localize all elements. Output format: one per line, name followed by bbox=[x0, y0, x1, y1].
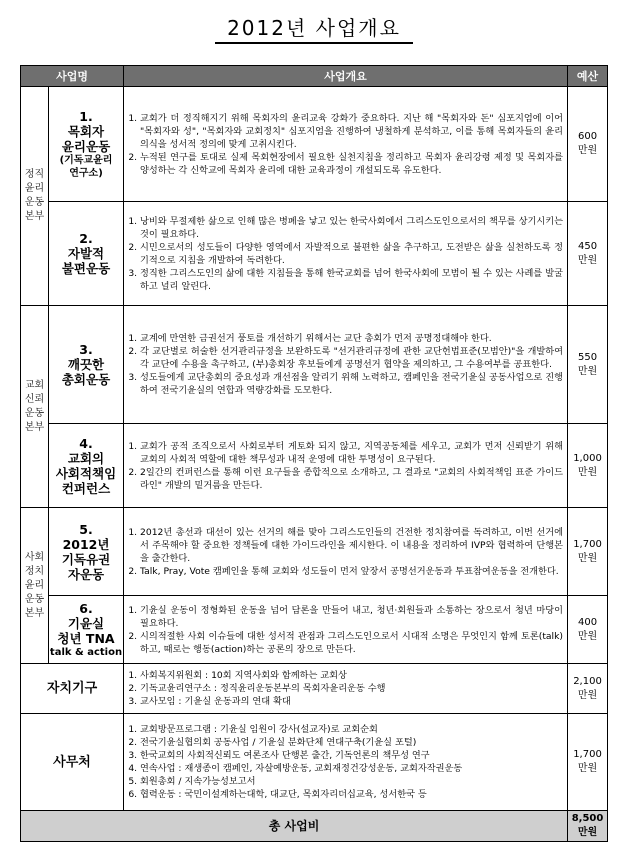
description-item: 2. 기독교윤리연구소 : 정직윤리운동본부의 목회자윤리운동 수행 bbox=[140, 682, 563, 695]
program-description bbox=[124, 596, 568, 664]
description-item: 2. Talk, Pray, Vote 캠페인을 통해 교회와 성도들이 먼저 앞장서 공명선거운동과 투표참여운동을 전개한다. bbox=[140, 565, 563, 578]
description-item: 1. 2012년 총선과 대선이 있는 선거의 해를 맞아 그리스도인들의 건전한 정치참여를 독려하고, 이번 선거에서 주목해야 할 중요한 정책들에 대한 가이드라인을 제시한다. 이 내용을 정리하여 IVP와 협력하여 단행본을 출간한다. bbox=[140, 526, 563, 565]
description-item: 2. 전국기윤실협의회 공동사업 / 기윤실 분화단체 연대구축(기윤실 포털) bbox=[140, 736, 563, 749]
total-budget: 8,500 만원 bbox=[568, 811, 608, 842]
description-item: 1. 사회복지위원회 : 10회 지역사회와 함께하는 교회상 bbox=[140, 669, 563, 682]
program-row bbox=[21, 306, 608, 424]
autonomous-description bbox=[124, 664, 568, 714]
description-item: 5. 회원총회 / 지속가능성보고서 bbox=[140, 775, 563, 788]
description-item: 2. 누적된 연구를 토대로 실제 목회현장에서 필요한 실천지침을 정리하고 목회자 윤리강령 제정 및 목회자를 양성하는 각 신학교에 목회자 윤리에 대한 교육과정이 개설되도록 유도한다. bbox=[140, 151, 563, 177]
program-budget: 400 만원 bbox=[568, 596, 608, 664]
header-overview: 사업개요 bbox=[124, 66, 568, 87]
header-budget: 예산 bbox=[568, 66, 608, 87]
description-item: 3. 한국교회의 사회적신뢰도 여론조사 단행본 출간, 기독언론의 책무성 연구 bbox=[140, 749, 563, 762]
autonomous-name: 자치기구 bbox=[21, 664, 124, 714]
office-name: 사무처 bbox=[21, 714, 124, 811]
total-row bbox=[21, 811, 608, 842]
business-overview-table bbox=[20, 65, 608, 842]
autonomous-row bbox=[21, 664, 608, 714]
program-name: 1. 목회자 윤리운동 (기독교윤리 연구소) bbox=[49, 87, 124, 202]
program-description bbox=[124, 508, 568, 596]
program-name: 5. 2012년 기독유권 자운동 bbox=[49, 508, 124, 596]
description-item: 6. 협력운동 : 국민이설계하는대학, 대교단, 목회자리더십교육, 성서한국 등 bbox=[140, 788, 563, 801]
program-row bbox=[21, 87, 608, 202]
program-description bbox=[124, 87, 568, 202]
header-program: 사업명 bbox=[21, 66, 124, 87]
office-budget: 1,700 만원 bbox=[568, 714, 608, 811]
description-item: 1. 교회방문프로그램 : 기윤실 임원이 강사(설교자)로 교회순회 bbox=[140, 723, 563, 736]
program-row bbox=[21, 596, 608, 664]
program-budget: 450 만원 bbox=[568, 202, 608, 306]
description-item: 3. 정직한 그리스도인의 삶에 대한 지침들을 통해 한국교회를 넘어 한국사회에 모범이 될 수 있는 사례를 발굴하고 널리 알린다. bbox=[140, 267, 563, 293]
program-budget: 550 만원 bbox=[568, 306, 608, 424]
office-row bbox=[21, 714, 608, 811]
program-name: 2. 자발적 불편운동 bbox=[49, 202, 124, 306]
description-item: 1. 낭비와 무절제한 삶으로 인해 많은 병폐을 낳고 있는 한국사회에서 그리스도인으로서의 책무를 상기시키는 것이 필요하다. bbox=[140, 215, 563, 241]
header-row bbox=[21, 66, 608, 87]
description-item: 1. 기윤실 운동이 정형화된 운동을 넘어 담론을 만들어 내고, 청년·회원들과 소통하는 장으로서 청년 마당이 필요하다. bbox=[140, 604, 563, 630]
program-description bbox=[124, 202, 568, 306]
description-item: 4. 연속사업 : 재생종이 캠페인, 자살예방운동, 교회재정건강성운동, 교회자작권운동 bbox=[140, 762, 563, 775]
program-budget: 600 만원 bbox=[568, 87, 608, 202]
program-name: 3. 깨끗한 총회운동 bbox=[49, 306, 124, 424]
description-item: 2. 시의적절한 사회 이슈들에 대한 성서적 관점과 그리스도인으로서 시대적 소명은 무엇인지 함께 토론(talk)하고, 때로는 행동(action)하는 공론의 장으로 만든다. bbox=[140, 630, 563, 656]
description-item: 3. 교사모임 : 기윤실 운동과의 연대 확대 bbox=[140, 695, 563, 708]
total-label: 총 사업비 bbox=[21, 811, 568, 842]
autonomous-budget: 2,100 만원 bbox=[568, 664, 608, 714]
program-name: 4. 교회의 사회적책임 컨퍼런스 bbox=[49, 424, 124, 508]
description-item: 3. 성도들에게 교단총회의 중요성과 개선점을 알리기 위해 노력하고, 캠페인을 전국기윤실 공동사업으로 진행하여 전국기윤실의 연합과 역량강화를 도모한다. bbox=[140, 371, 563, 397]
program-row bbox=[21, 424, 608, 508]
office-description bbox=[124, 714, 568, 811]
description-item: 2. 각 교단별로 허술한 선거관리규정을 보완하도록 "선거관리규정에 관한 교단헌법표준(모범안)"을 개발하여 각 교단에 수용을 촉구하고, (부)총회장 후보들에게 공명선거 협약을 제의하고, 그 수용여부를 공표한다. bbox=[140, 345, 563, 371]
description-item: 1. 교회가 공적 조직으로서 사회로부터 게토화 되지 않고, 지역공동체를 세우고, 교회가 먼저 신뢰받기 위해 교회의 사회적 역할에 대한 책무성과 내적 운영에 대한 투명성이 요구된다. bbox=[140, 440, 563, 466]
program-row bbox=[21, 508, 608, 596]
program-description bbox=[124, 424, 568, 508]
program-budget: 1,700 만원 bbox=[568, 508, 608, 596]
description-item: 2. 2일간의 컨퍼런스를 통해 이런 요구들을 종합적으로 소개하고, 그 결과로 "교회의 사회적책임 표준 가이드라인" 개발의 밑거름을 만든다. bbox=[140, 466, 563, 492]
program-budget: 1,000 만원 bbox=[568, 424, 608, 508]
document-title: 2012년 사업개요 bbox=[0, 12, 628, 41]
division-label: 정직 윤리 운동 본부 bbox=[21, 87, 49, 306]
division-label: 사회 정치 윤리 운동 본부 bbox=[21, 508, 49, 664]
division-label: 교회 신뢰 운동 본부 bbox=[21, 306, 49, 508]
program-row bbox=[21, 202, 608, 306]
program-name: 6. 기윤실 청년 TNA talk & action bbox=[49, 596, 124, 664]
program-description bbox=[124, 306, 568, 424]
description-item: 1. 교계에 만연한 금권선거 풍토를 개선하기 위해서는 교단 총회가 먼저 공명정대해야 한다. bbox=[140, 332, 563, 345]
description-item: 2. 시민으로서의 성도들이 다양한 영역에서 자발적으로 불편한 삶을 추구하고, 도전받은 삶을 실천하도록 정기적으로 지침을 개발하여 독려한다. bbox=[140, 241, 563, 267]
description-item: 1. 교회가 더 정직해지기 위해 목회자의 윤리교육 강화가 중요하다. 지난 해 "목회자와 돈" 심포지엄에 이어 "목회자와 성", "목회자와 교회정치" 심포지엄을 진행하여 냉철하게 분석하고, 이를 통해 목회자들의 윤리의식을 성서적 정의에 맞게 고취시킨다. bbox=[140, 112, 563, 151]
